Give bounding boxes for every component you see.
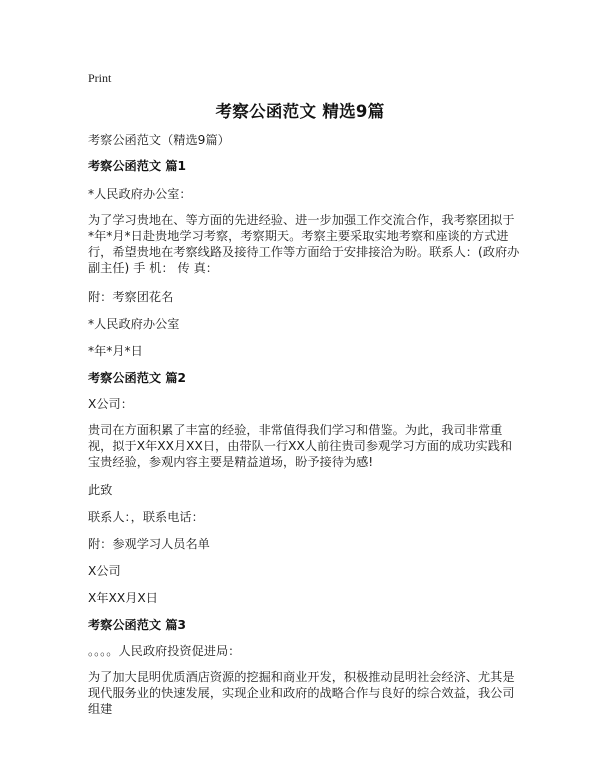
signature-date: *年*月*日 xyxy=(88,344,143,358)
salutation: *人民政府办公室： xyxy=(88,187,192,201)
salutation: X公司： xyxy=(88,397,133,411)
section-heading-1: 考察公函范文 篇1 xyxy=(88,159,187,173)
body-paragraph: 为了学习贵地在、等方面的先进经验、进一步加强工作交流合作，我考察团拟于*年*月*日赴贵地学习考察，考察期天。考察主要采取实地考察和座谈的方式进行，希望贵地在考察线路及接待工作等方面给于安排接洽为盼。联系人：(政府办副主任) 手 机： 传 真： xyxy=(88,213,520,275)
signature-date: X年XX月X日 xyxy=(88,591,158,605)
page-title: 考察公函范文 精选9篇 xyxy=(215,102,385,121)
attachment-note: 附：参观学习人员名单 xyxy=(88,537,210,551)
contact-line: 联系人：，联系电话： xyxy=(88,510,204,524)
signature-organization: *人民政府办公室 xyxy=(88,317,180,331)
section-heading-2: 考察公函范文 篇2 xyxy=(88,371,187,385)
body-paragraph: 为了加大昆明优质酒店资源的挖掘和商业开发，积极推动昆明社会经济、尤其是现代服务业的快速发展，实现企业和政府的战略合作与良好的综合效益，我公司组建 xyxy=(88,670,515,716)
document-body xyxy=(88,132,520,717)
signature-organization: X公司 xyxy=(88,564,121,578)
attachment-note: 附：考察团花名 xyxy=(88,290,174,304)
document-subtitle: 考察公函范文（精选9篇） xyxy=(88,133,230,147)
salutation: 。。。。人民政府投资促进局： xyxy=(88,644,241,658)
section-heading-3: 考察公函范文 篇3 xyxy=(88,618,187,632)
closing-phrase: 此致 xyxy=(88,483,113,497)
body-paragraph: 贵司在方面积累了丰富的经验，非常值得我们学习和借鉴。为此，我司非常重视，拟于X年XX月XX日，由带队一行XX人前往贵司参观学习方面的成功实践和宝贵经验，参观内容主要是精益道场，盼予接待为感! xyxy=(88,423,513,469)
print-link[interactable]: Print xyxy=(88,71,112,85)
